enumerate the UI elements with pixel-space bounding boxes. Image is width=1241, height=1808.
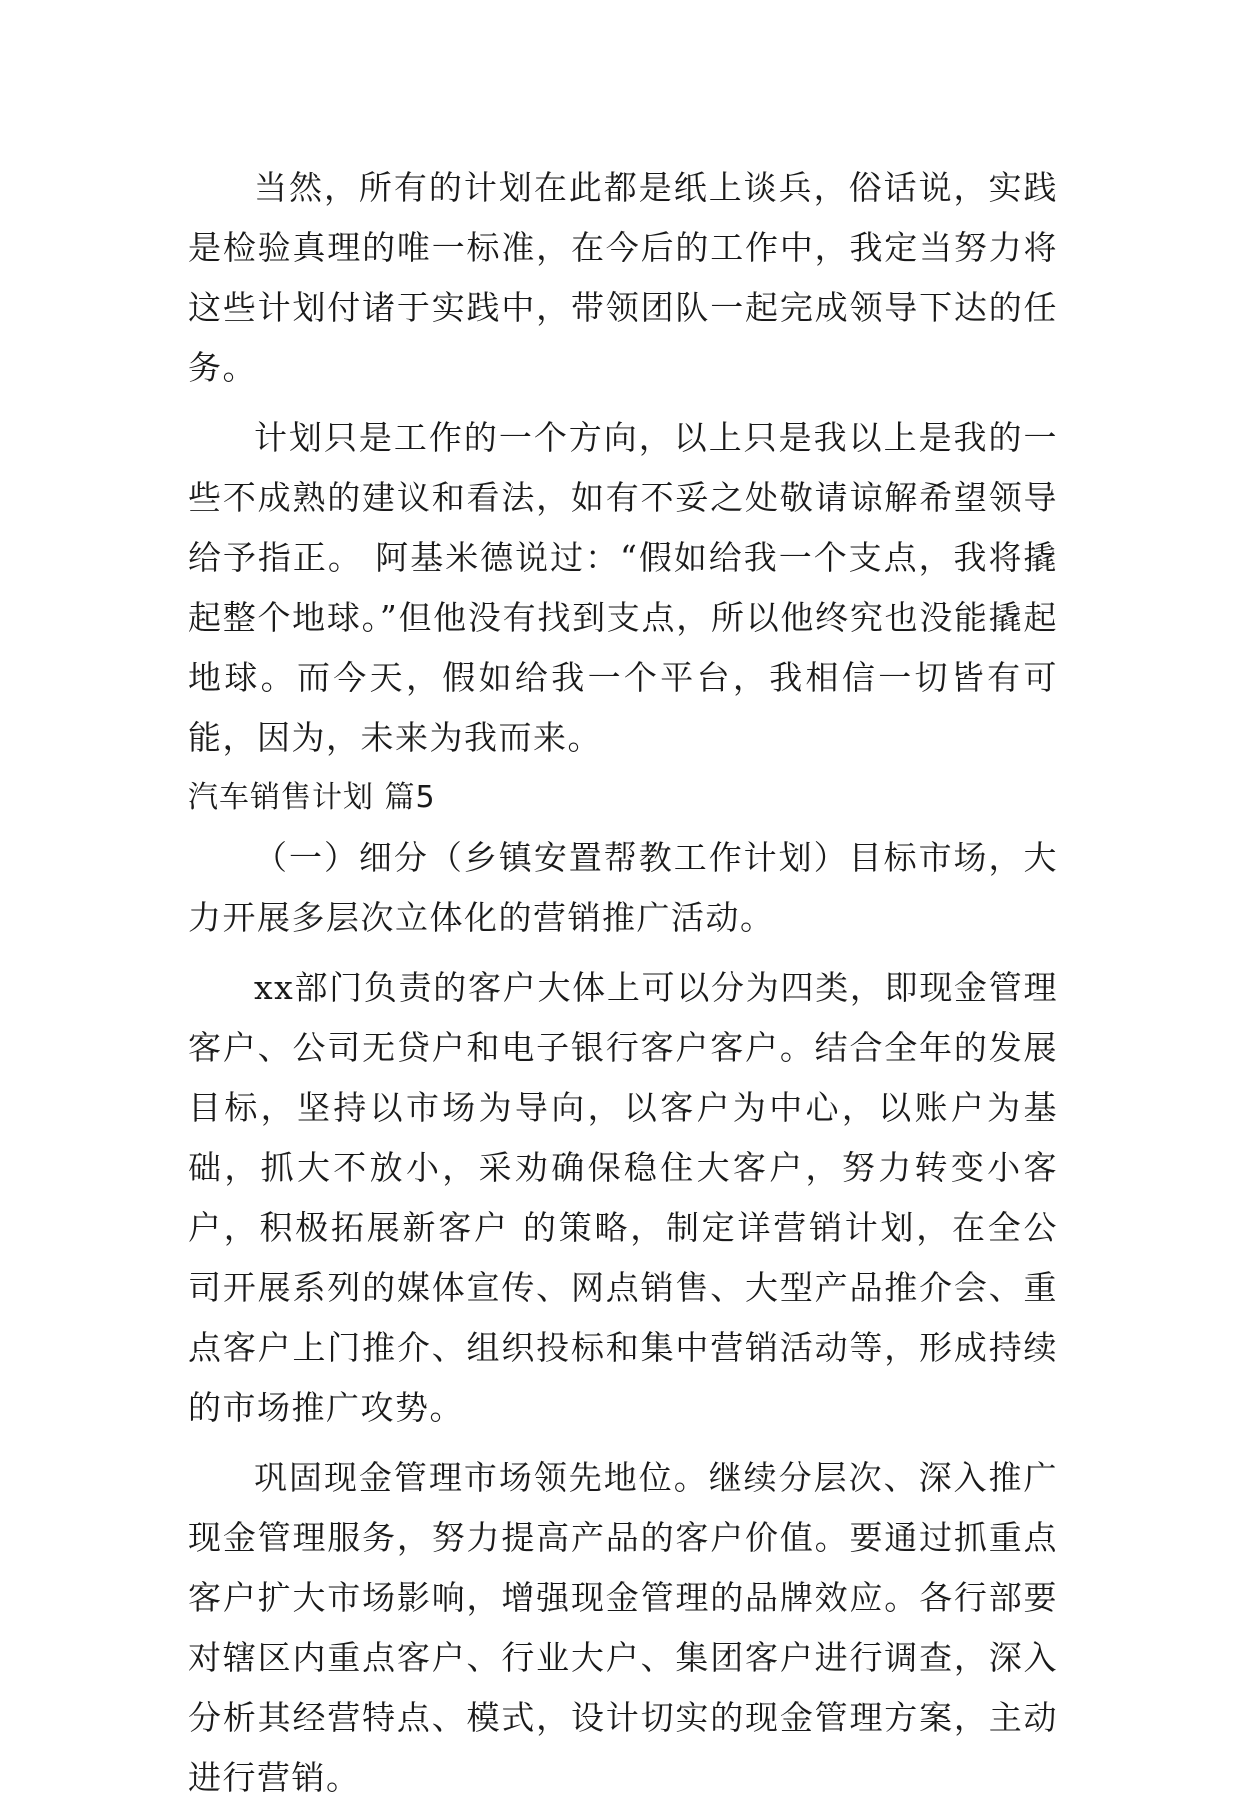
paragraph-gap <box>188 948 1058 958</box>
paragraph-customer-types: xx部门负责的客户大体上可以分为四类，即现金管理客户、公司无贷户和电子银行客户客户。结合全年的发展目标，坚持以市场为导向，以客户为中心，以账户为基础，抓大不放小，采劝确保稳住大客户，努力转变小客户，积极拓展新客户 的策略，制定详营销计划，在全公司开展系列的媒体宣传、网点销售、大型产品推介会、重点客户上门推介、组织投标和集中营销活动等，形成持续的市场推广攻势。 <box>188 968 1058 1427</box>
paragraph-gap <box>188 1438 1058 1448</box>
paragraph-practice: 当然，所有的计划在此都是纸上谈兵，俗话说，实践是检验真理的唯一标准，在今后的工作中，我定当努力将这些计划付诸于实践中，带领团队一起完成领导下达的任务。 <box>188 168 1058 387</box>
paragraph-cash-management: 巩固现金管理市场领先地位。继续分层次、深入推广现金管理服务，努力提高产品的客户价值。要通过抓重点客户扩大市场影响，增强现金管理的品牌效应。各行部要对辖区内重点客户、行业大户、集团客户进行调查，深入分析其经营特点、模式，设计切实的现金管理方案，主动进行营销。 <box>188 1458 1058 1797</box>
section-heading: 汽车销售计划 篇5 <box>188 780 436 815</box>
paragraph-target-market: （一）细分（乡镇安置帮教工作计划）目标市场，大力开展多层次立体化的营销推广活动。 <box>188 838 1058 937</box>
document-body <box>188 158 1058 1808</box>
paragraph-gap <box>188 398 1058 408</box>
paragraph-conclusion: 计划只是工作的一个方向，以上只是我以上是我的一些不成熟的建议和看法，如有不妥之处敬请谅解希望领导给予指正。 阿基米德说过：“假如给我一个支点，我将撬起整个地球。”但他没有找到支点，所以他终究也没能撬起地球。而今天，假如给我一个平台，我相信一切皆有可能，因为，未来为我而来。 <box>188 418 1058 757</box>
